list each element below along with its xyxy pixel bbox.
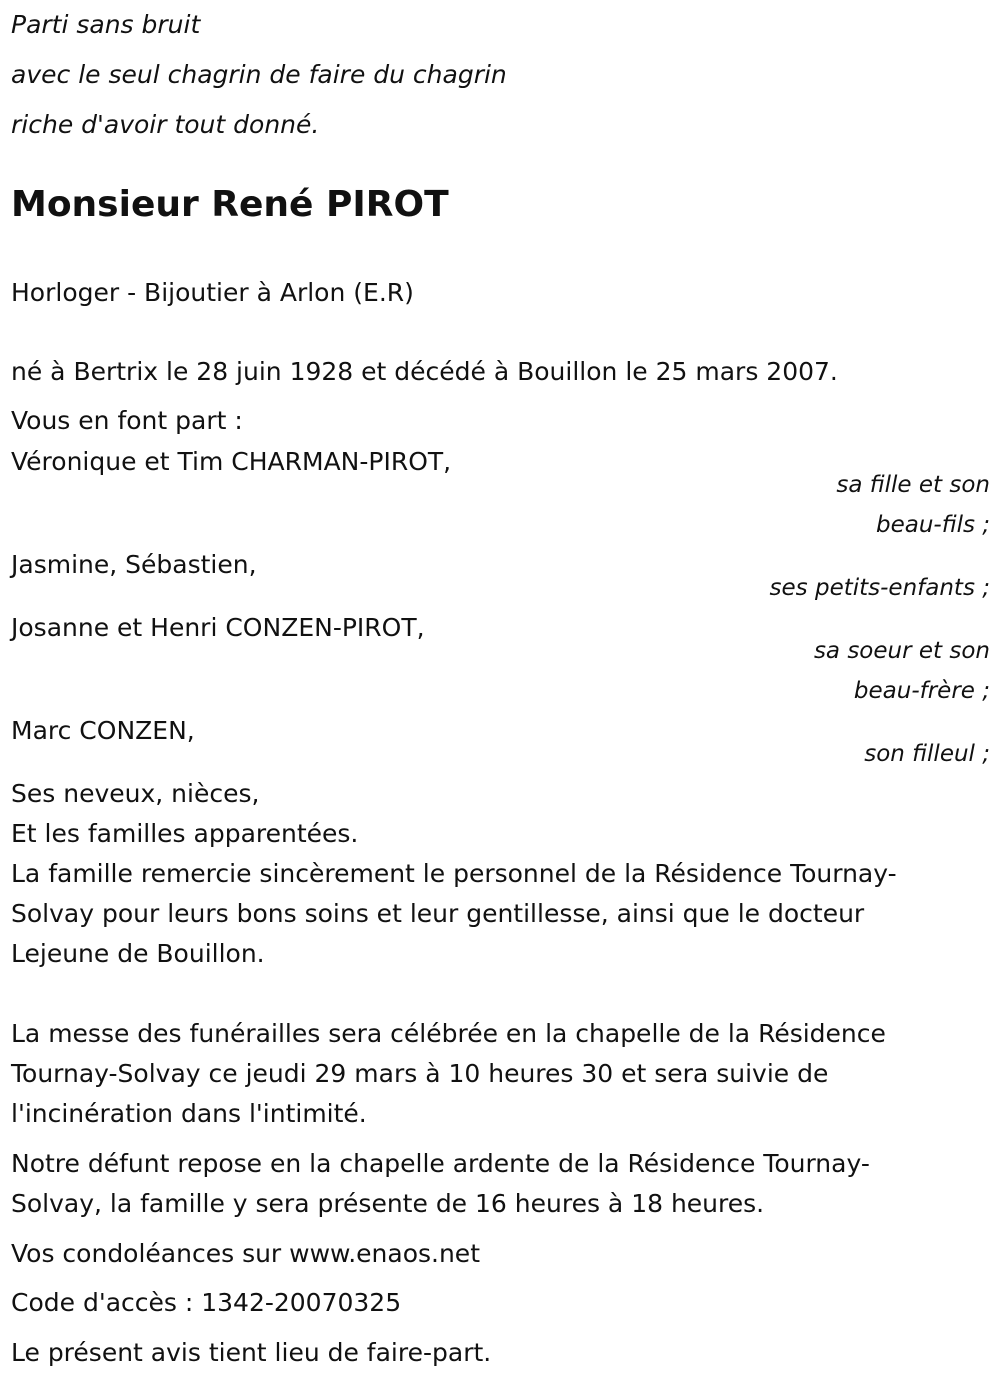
others-line: Et les familles apparentées. <box>11 819 359 848</box>
others-line: Ses neveux, nièces, <box>11 779 260 808</box>
family-member-name: Josanne et Henri CONZEN-PIROT, <box>11 613 425 642</box>
access-code: Code d'accès : 1342-20070325 <box>11 1288 402 1317</box>
family-member-name: Marc CONZEN, <box>11 716 195 745</box>
poem-line: riche d'avoir tout donné. <box>11 110 320 139</box>
family-member-name: Véronique et Tim CHARMAN-PIROT, <box>11 447 452 476</box>
family-member-name: Jasmine, Sébastien, <box>11 550 257 579</box>
poem-line: avec le seul chagrin de faire du chagrin <box>11 60 507 89</box>
birth-death-dates: né à Bertrix le 28 juin 1928 et décédé à Bouillon le 25 mars 2007. <box>11 357 838 386</box>
repose-line: Notre défunt repose en la chapelle ardente de la Résidence Tournay- <box>11 1149 870 1178</box>
page-title: Monsieur René PIROT <box>11 184 449 225</box>
funeral-line: La messe des funérailles sera célébrée en la chapelle de la Résidence <box>11 1019 886 1048</box>
family-relation: beau-fils ; <box>875 512 990 538</box>
family-relation: ses petits-enfants ; <box>769 575 990 601</box>
announce-intro: Vous en font part : <box>11 406 243 435</box>
family-relation: beau-frère ; <box>853 678 990 704</box>
family-relation: son filleul ; <box>864 741 990 767</box>
funeral-line: Tournay-Solvay ce jeudi 29 mars à 10 heures 30 et sera suivie de <box>11 1059 829 1088</box>
thanks-line: La famille remercie sincèrement le personnel de la Résidence Tournay- <box>11 859 897 888</box>
poem-line: Parti sans bruit <box>11 10 201 39</box>
profession: Horloger - Bijoutier à Arlon (E.R) <box>11 278 414 307</box>
repose-line: Solvay, la famille y sera présente de 16 heures à 18 heures. <box>11 1189 765 1218</box>
thanks-line: Lejeune de Bouillon. <box>11 939 265 968</box>
condolences-line: Vos condoléances sur www.enaos.net <box>11 1239 480 1268</box>
family-relation: sa soeur et son <box>813 638 990 664</box>
funeral-line: l'incinération dans l'intimité. <box>11 1099 367 1128</box>
thanks-line: Solvay pour leurs bons soins et leur gentillesse, ainsi que le docteur <box>11 899 865 928</box>
closing-note: Le présent avis tient lieu de faire-part. <box>11 1338 492 1367</box>
family-relation: sa fille et son <box>836 472 990 498</box>
